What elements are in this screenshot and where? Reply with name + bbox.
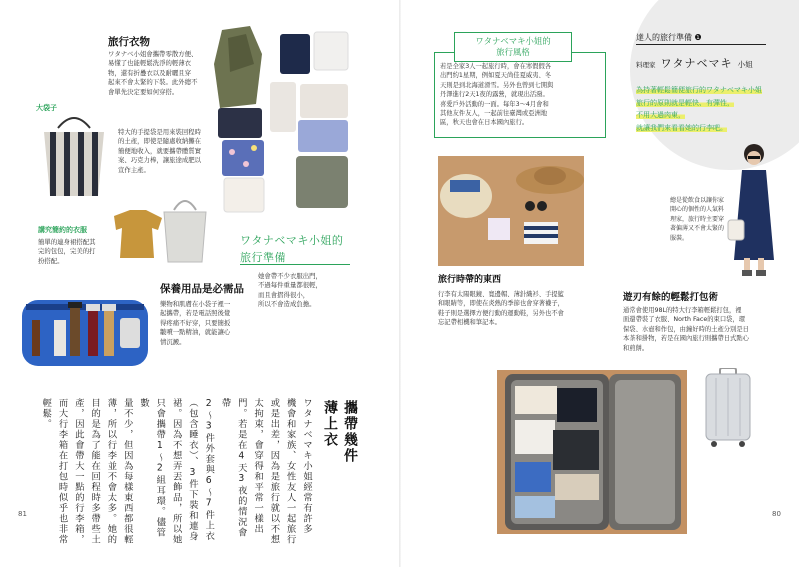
cosmetic-pouch-photo — [20, 290, 150, 370]
section-tag-underline — [636, 44, 766, 45]
profile-text: 總是從飲食以讓你家 開心的個性的人氣料 理家，旅行時主要穿 著偏薄又不會太緊的 服裝。 — [670, 197, 725, 242]
page-number-left: 81 — [18, 510, 27, 518]
care-text: 樂物和肌膚在小袋子裡一 起攜帶，若是電話照後覺 得疼痛不好穿，只要簡扳 皺噴一點精油，就能讓心 情沉澱。 — [160, 300, 231, 346]
style-heading: ワタナベマキ小姐的 旅行風格 — [454, 32, 572, 62]
section-tag: 達人的旅行準備 ❶ — [636, 33, 702, 42]
page-number-right: 80 — [772, 510, 781, 518]
closed-suitcase-photo — [704, 368, 752, 448]
chef-photo — [724, 140, 780, 280]
clothes-photo — [210, 24, 356, 224]
page-gutter — [399, 0, 401, 567]
bring-title: 旅行時帶的東西 — [438, 275, 502, 285]
bag-text: 特大的手提袋是用來裝回程時 的土產，即使是隨處收納攤在 簡便地收入，就要攜帶體質實 案、巧克力棒，讓旅途成肥以 宣作主產。 — [118, 128, 202, 174]
care-title: 保養用品是必需品 — [160, 283, 244, 295]
silver-bag-photo — [158, 196, 212, 264]
bring-light-text: 她會帶不少衣服出門， 不過每件重量都很輕， 而且會摺得很小， 所以不會造成負擔。 — [258, 272, 322, 309]
bag-label: 大袋子 — [36, 104, 57, 112]
travel-prep-heading: ワタナベマキ小姐的 旅行準備 — [240, 234, 344, 264]
travel-prep-underline — [240, 264, 350, 265]
clothes-text: ワタナベ小姐會攜帶零散方便、 易懂了也能輕鬆洗淨的輕薄衣 物，還有折疊衣以及耐曬且穿 起來不會太緊的下裝。此外總不 會單先決定要如何穿搭。 — [108, 50, 198, 96]
tshirt-label: 講究簡約的衣服 — [38, 226, 87, 234]
vertical-body: ワタナベマキ小姐經常有許多 機會和家族、女性友人一起旅行 或是出差，因為是旅行就以不想 太拘束，會穿得和平常一樣出 門。若是在4天3夜的情況會帶 2～3件外套與6～7件上衣 （包含睡衣）、3件下裝和連身 裙。因為不想弄丟飾品，所以她 只會攜帶1～2組耳環。儘管數 量不少，但因為每樣東西都很輕 薄，所以行李並不會太多。她的 目的是為了能在回程時多帶些土 產，因此會帶大一點的行李箱， 而大行李箱在打包時似乎也非常 輕鬆。 — [40, 398, 312, 545]
bring-text: 行李有太陽眼鏡、寬邊帽、薄針織衫、手提籃 和眼睛等，即使在炎熱的季節也會穿著襪子， 鞋子則是選擇方便行動的運動鞋，另外也不會 忘記帶相機和筆記本。 — [438, 291, 564, 327]
luggage-text: 通常會使用98L的特大行李箱輕鬆打包，裡 面還帶裝了衣服、North Face的束口袋，環 保袋、水壺和作包，由鐘好時的土產分別是日 本茶和掛物，若是在國內旅行則攜帶日式點心 和煎餅。 — [623, 307, 749, 352]
tote-bag-photo — [36, 114, 112, 198]
style-text: 若是全家3人一起旅行時，會在寒假假各 出門約1星期，例如夏天尚佳夏威夷、冬 天則是到北海道滑雪。另外也曾到七開與 丹澤進行2天1夜的露營，就現出活潑。 喜愛戶外活動的一面。每年3～4月會和 其他友件友人，一起前往臺灣或亞洲地 區，秋天也會在日本國內旅行。 — [440, 63, 554, 127]
clothes-title: 旅行衣物 — [108, 36, 150, 48]
travel-items-photo — [438, 156, 584, 266]
vertical-title: 攜帶幾件 薄上衣 — [322, 400, 358, 464]
luggage-title: 遊刃有餘的輕鬆打包術 — [623, 292, 719, 303]
open-suitcase-photo — [497, 370, 687, 534]
intro-text: 為持著輕鬆簡便旅行的ワタナベマキ小姐 旅行的原則就是輕快、有彈性， 不用大過肉東， 就讓我們來看看她的行李吧。 — [636, 86, 762, 132]
chef-heading: 料理家 ワタナベマキ 小姐 — [636, 57, 753, 70]
tshirt-text: 簡單的連身裙搭配其 完的包包，完美的打 扮搭配。 — [38, 238, 96, 265]
section-number: ❶ — [694, 33, 702, 42]
